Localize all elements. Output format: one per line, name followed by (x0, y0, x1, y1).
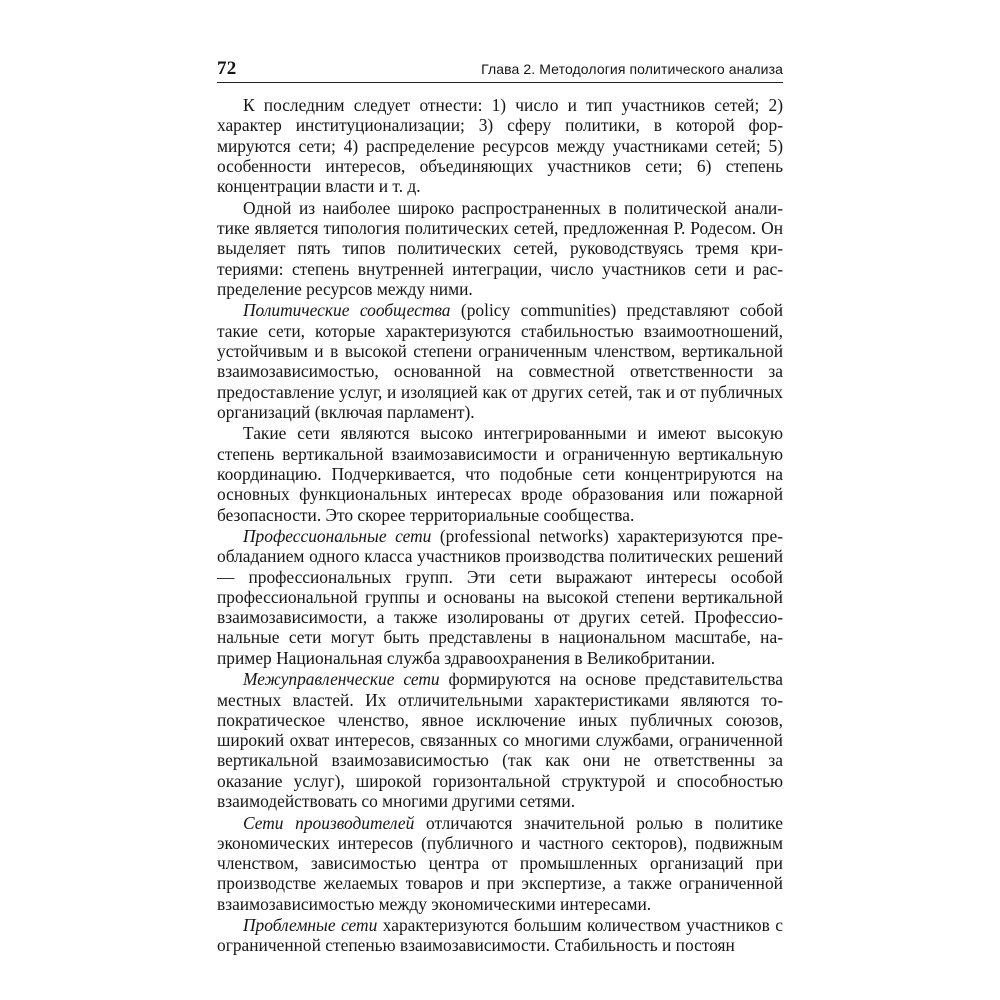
paragraph-5 (217, 526, 783, 668)
paragraph-term: Политические сообщества (243, 300, 451, 321)
header-rule (217, 82, 783, 83)
book-page (217, 58, 783, 956)
paragraph-text: характеризуются большим количеством участников с ограниченной степенью взаимозависимости. Стабильность и постоян (217, 915, 784, 956)
paragraph-text: отличаются значительной ролью в политике экономических интересов (публичного и частного секторов), подвижным членством, зависимостью центра от промышленных организаций при производстве желаемых товаров и при экспертизе, а также ограниченной взаимозависимостью между экономическими интересами. (217, 812, 783, 914)
paragraph-text: Такие сети являются высоко интегрированными и имеют высокую степень вертикальной взаимозависимости и ограниченную вертикальную координацию. Подчеркивается, что подобные сети концентрируются на основных функциональных интересах вроде образования или пожарной безопасности. Это скорее территориальные сообщества. (217, 423, 783, 525)
paragraph-term: Профессиональные сети (243, 525, 432, 546)
paragraph-term: Сети производителей (243, 812, 415, 833)
paragraph-text: формируются на основе представительства местных властей. Их отличительными характеристиками являются топократическое членство, явное исключение иных публичных союзов, широкий охват интересов, связанных со многими службами, ограниченной вертикальной взаимозависимостью (так как они не ответственны за оказание услуг), широкой горизонтальной структурой и способностью взаимодействовать со многими другими сетями. (217, 669, 783, 812)
paragraph-text: Одной из наиболее широко распространенных в политической аналитике является типология политических сетей, предложенная Р. Родесом. Он выделяет пять типов политических сетей, руководствуясь тремя критериями: степень внутренней интеграции, число участников сети и распределение ресурсов между ними. (217, 197, 783, 299)
page-body (217, 95, 783, 956)
page-header (217, 58, 783, 80)
paragraph-3 (217, 300, 783, 422)
paragraph-4 (217, 423, 783, 524)
paragraph-2 (217, 198, 783, 299)
paragraph-6 (217, 669, 783, 811)
page-number: 72 (217, 58, 237, 79)
paragraph-text: (policy communities) представляют собой такие сети, которые характеризуются стабильностью взаимоотношений, устойчивым и в высокой степени ограниченным членством, вертикальной взаимозависимостью, основанной на совместной ответственности за предоставление услуг, и изоляцией как от других сетей, так и от публичных организаций (включая парламент). (217, 300, 783, 422)
paragraph-7 (217, 813, 783, 914)
paragraph-term: Проблемные сети (243, 915, 378, 936)
running-title: Глава 2. Методология политического анализа (481, 61, 783, 77)
paragraph-text: (professional networks) характеризуются преобладанием одного класса участников производства политических решений — профессиональных групп. Эти сети выражают интересы особой профессиональной группы и основаны на высокой степени вертикальной взаимозависимости, а также изолированы от других сетей. Профессиональные сети могут быть представлены в национальном масштабе, например Национальная служба здравоохранения в Великобритании. (217, 525, 783, 668)
paragraph-text: К последним следует отнести: 1) число и тип участников сетей; 2) характер институционализации; 3) сферу политики, в которой формируются сети; 4) распределение ресурсов между участниками сетей; 5) особенности интересов, объединяющих участников сети; 6) степень концентрации власти и т. д. (217, 95, 783, 197)
paragraph-term: Межуправленческие сети (243, 669, 440, 690)
paragraph-1 (217, 95, 783, 196)
paragraph-8 (217, 915, 783, 956)
